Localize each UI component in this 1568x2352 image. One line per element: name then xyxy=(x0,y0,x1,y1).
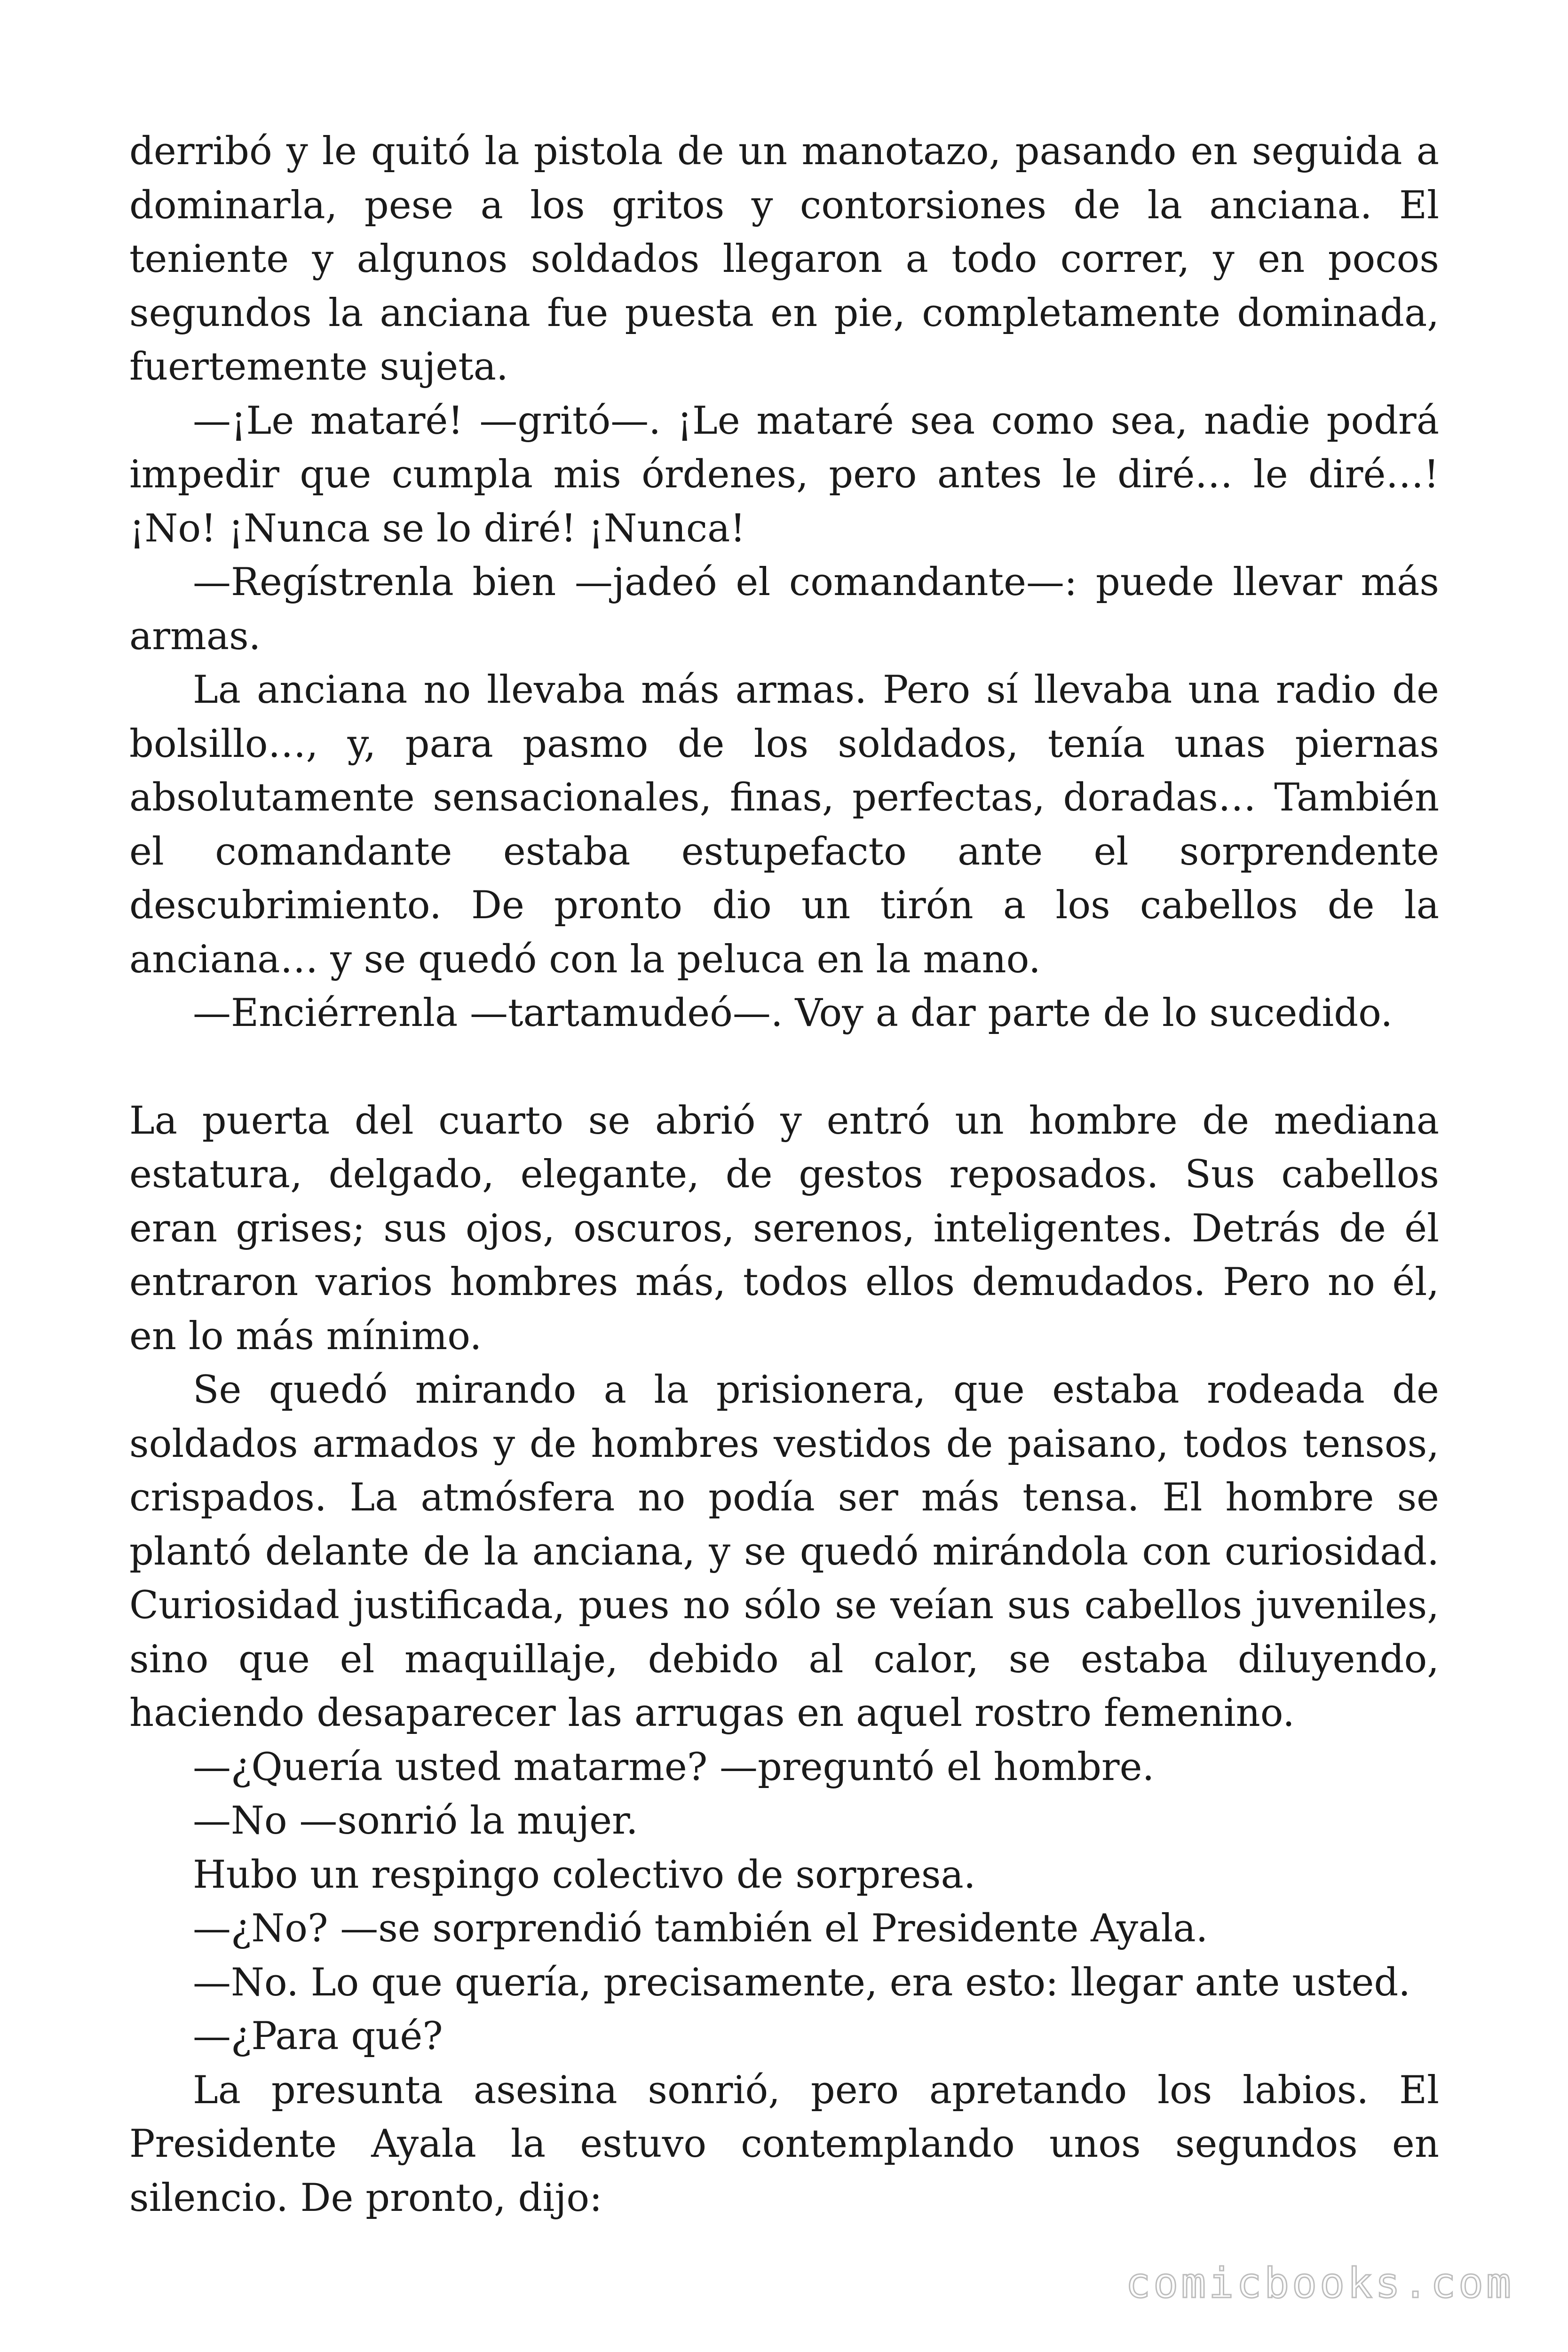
paragraph-4: La anciana no llevaba más armas. Pero sí llevaba una radio de bolsillo…, y, para pasmo de los soldados, tenía unas piernas absolutamente sensacionales, finas, perfectas, doradas… También el comandante estaba estupefacto ante el sorprendente descubrimiento. De pronto dio un tirón a los cabellos de la anciana… y se quedó con la peluca en la mano. xyxy=(129,668,1439,982)
paragraph-6: La puerta del cuarto se abrió y entró un hombre de mediana estatura, delgado, elegante, de gestos reposados. Sus cabellos eran grises; sus ojos, oscuros, serenos, inteligentes. Detrás de él entraron varios hombres más, todos ellos demudados. Pero no él, en lo más mínimo. xyxy=(129,1098,1439,1359)
paragraph-7: Se quedó mirando a la prisionera, que estaba rodeada de soldados armados y de hombres vestidos de paisano, todos tensos, crispados. La atmósfera no podía ser más tensa. El hombre se plantó delante de la anciana, y se quedó mirándola con curiosidad. Curiosidad justificada, pues no sólo se veían sus cabellos juveniles, sino que el maquillaje, debido al calor, se estaba diluyendo, haciendo desaparecer las arrugas en aquel rostro femenino. xyxy=(129,1368,1439,1735)
paragraph-10: Hubo un respingo colectivo de sorpresa. xyxy=(193,1852,976,1897)
paragraph-8: —¿Quería usted matarme? —preguntó el hombre. xyxy=(193,1745,1155,1789)
watermark: comicbooks.com xyxy=(1125,2259,1514,2307)
paragraph-5: —Enciérrenla —tartamudeó—. Voy a dar parte de lo sucedido. xyxy=(193,991,1393,1035)
paragraph-12: —No. Lo que quería, precisamente, era esto: llegar ante usted. xyxy=(193,1960,1411,2005)
paragraph-1: derribó y le quitó la pistola de un manotazo, pasando en seguida a dominarla, pese a los gritos y contorsiones de la anciana. El teniente y algunos soldados llegaron a todo correr, y en pocos segundos la anciana fue puesta en pie, completamente dominada, fuertemente sujeta. xyxy=(129,129,1439,389)
paragraph-14: La presunta asesina sonrió, pero apretando los labios. El Presidente Ayala la estuvo contemplando unos segundos en silencio. De pronto, dijo: xyxy=(129,2068,1439,2220)
paragraph-2: —¡Le mataré! —gritó—. ¡Le mataré sea como sea, nadie podrá impedir que cumpla mis órdenes, pero antes le diré… le diré…! ¡No! ¡Nunca se lo diré! ¡Nunca! xyxy=(129,398,1439,551)
paragraph-9: —No —sonrió la mujer. xyxy=(193,1799,638,1843)
book-page-text xyxy=(129,125,1439,2225)
paragraph-11: —¿No? —se sorprendió también el Presidente Ayala. xyxy=(193,1907,1208,1951)
paragraph-13: —¿Para qué? xyxy=(193,2014,443,2058)
paragraph-3: —Regístrenla bien —jadeó el comandante—: puede llevar más armas. xyxy=(129,560,1439,659)
